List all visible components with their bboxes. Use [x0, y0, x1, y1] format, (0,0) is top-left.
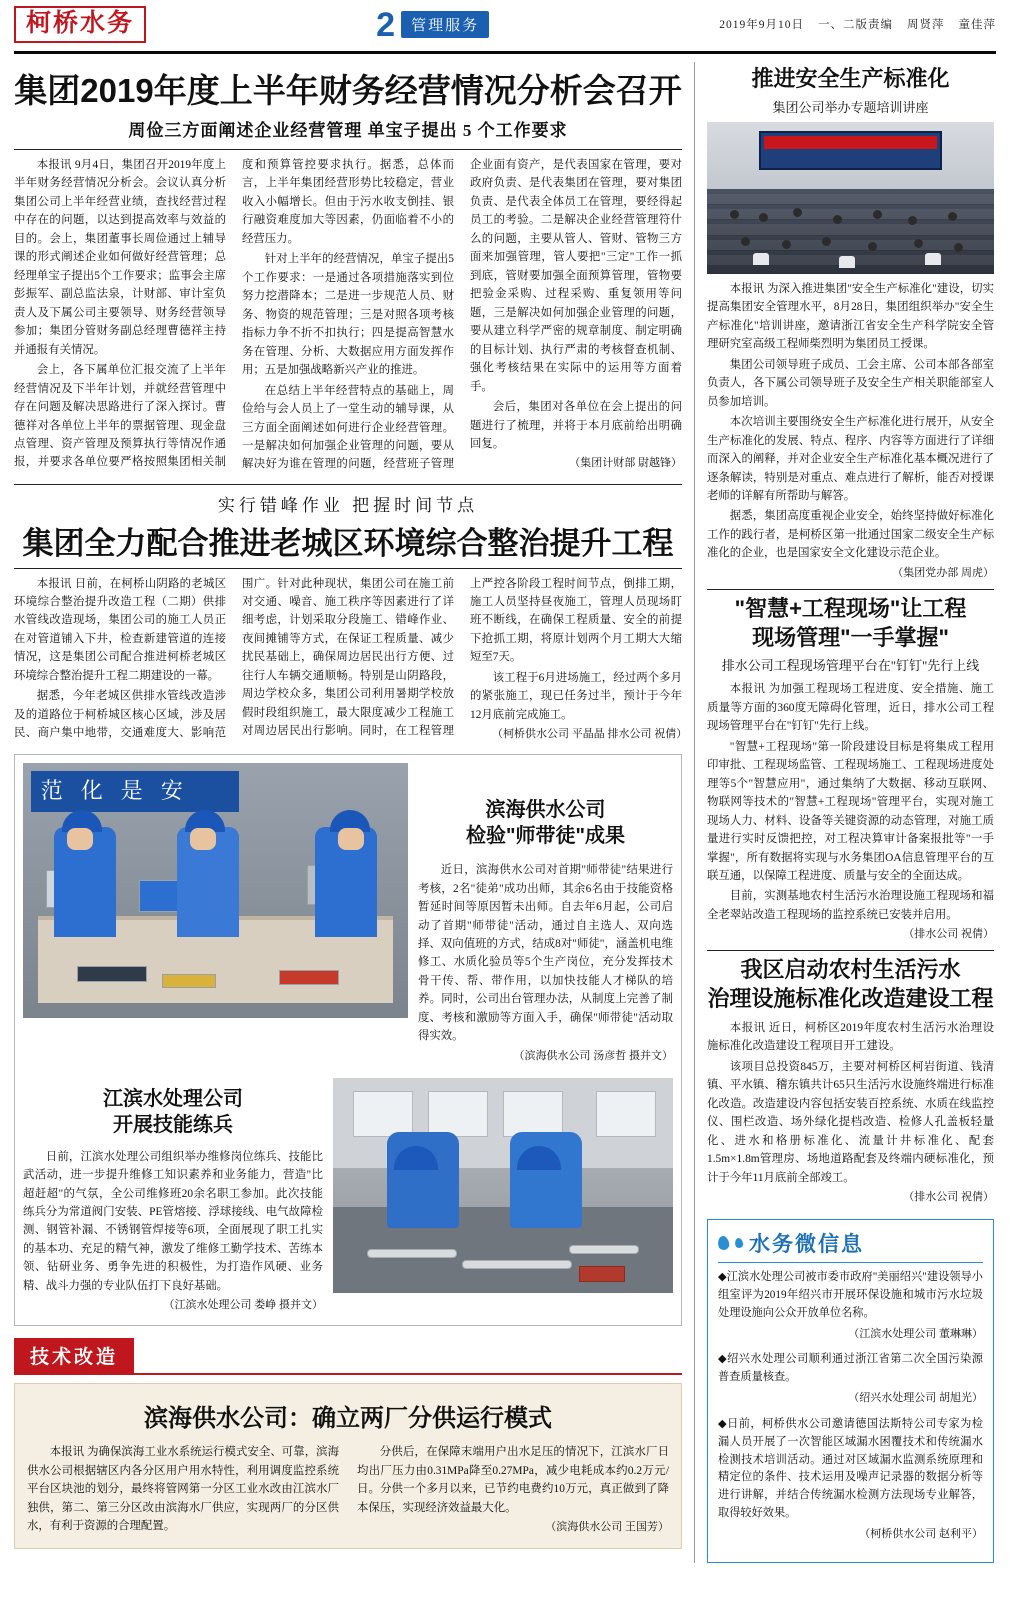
wechat-item — [718, 1269, 983, 1343]
wechat-item-byline: （绍兴水处理公司 胡旭光） — [848, 1392, 983, 1405]
water-drop-small-icon — [734, 1237, 744, 1248]
paragraph: 目前，实测基地农村生活污水治理设施工程现场和福全老翠站改造工程现场的监控系统已安装并启用。 — [707, 890, 994, 921]
masthead-center — [146, 5, 719, 44]
article-byline: （集团计财部 尉越锋） — [569, 457, 682, 470]
water-drop-icon — [717, 1235, 730, 1251]
wechat-info-box — [707, 1219, 994, 1563]
article-byline: （集团党办部 周虎） — [892, 566, 994, 579]
safety-article-body — [707, 280, 994, 583]
feature-bottom-row — [23, 1078, 673, 1318]
wechat-item — [718, 1351, 983, 1407]
lead-headline: 集团2019年度上半年财务经营情况分析会召开 — [14, 72, 682, 109]
tech-section-header — [14, 1338, 682, 1375]
wechat-item-byline: （柯桥供水公司 赵利平） — [859, 1528, 983, 1541]
paragraph: 本报讯 为加强工程现场工程进度、安全措施、施工质量等方面的360度无障碍化管理，近日，排水公司工程现场管理平台在"钉钉"先行上线。 — [707, 683, 994, 733]
tech-section-box — [14, 1383, 682, 1549]
feature-title-line2: 检验"师带徒"成果 — [466, 825, 625, 848]
tech-headline: 滨海供水公司：确立两厂分供运行模式 — [144, 1405, 552, 1433]
article-byline: （排水公司 祝倩） — [903, 1191, 994, 1204]
feature-top-row — [23, 763, 673, 1068]
paragraph: 会上，各下属单位汇报交流了上半年经营情况及下半年计划，并就经营管理中存在问题及解决思路进行了深入探讨。曹德祥对各单位上半年的票据管理、现金盘点管理、资产管理及预算执行等情况作通报，并要求各单位要严格按照集团相关制度和预算管控要求执行。据悉，总体而言，上半年集团经营形势比较稳定，营业收入小幅增长。但由于污水收支倒挂、银行融资难度加大等因素，仍面临着不小的经营压力。 — [14, 158, 454, 469]
smart-site-headline-line1: "智慧+工程现场"让工程 — [734, 595, 967, 621]
paragraph: 本次培训主要围绕安全生产标准化进行展开，从安全生产标准化的发展、特点、程序、内容等方面进行了详细而深入的阐释，并对企业安全生产标准化基本概况进行了逐条解读，特别是对重点、难点进行了解析，能否对授课老师的详解有所帮助与解答。 — [707, 416, 994, 502]
feature-title-line1: 滨海供水公司 — [485, 799, 606, 822]
wechat-item-text: ◆日前，柯桥供水公司邀请德国法斯特公司专家为检漏人员开展了一次智能区域漏水困覆技术和传统漏水检测技术培训活动。通过对区域漏水监测系统原理和精定位的条件、技术运用及噪声记录器的数据分析等进行讲解，并结合传统漏水检测方法现场专业解答，取得较好效果。 — [718, 1417, 983, 1520]
divider — [14, 149, 682, 150]
paragraph: 本报讯 9月4日，集团召开2019年度上半年财务经营情况分析会。会议认真分析集团公司上半年经营业绩，查找经营过程中存在的问题，以达到提高效率与效益的目的。会上，集团董事长周俭通过上辅导课的形式阐述企业如何做好经营管理；总经理单宝子提出5个工作要求；监事会主席彭振军、副总监法泉，计财部、审计室负责人及下属公司主要领导、财务经营领导参加；集团分管财务副总经理曹德祥主持并通报有关情况。 — [14, 158, 226, 356]
article-byline: （滨海供水公司 王国芳） — [545, 1521, 669, 1534]
paragraph: 该项目总投资845万，主要对柯桥区柯岩街道、钱清镇、平水镇、稽东镇共计65只生活污水设施终端进行标准化改造。改造建设内容包括安装百控系统、水质在线监控仪、围栏改造、场外绿化提档改造、检修人孔盖板轻量化、进水和格册标准化、流量计井标准化、配套1.5m×1.8m管理房、场地道路配套及终端内硬标准化，预计于今年11月底前全部竣工。 — [707, 1060, 994, 1184]
paragraph: 本报讯 近日，柯桥区2019年度农村生活污水治理设施标准化改造建设工程项目开工建设。 — [707, 1021, 994, 1053]
page-columns — [14, 62, 996, 1563]
editor-label: 一、二版责编 — [818, 18, 893, 31]
wechat-item-text: ◆江滨水处理公司被市委市政府"美丽绍兴"建设领导小组室评为2019年绍兴市开展环保设施和城市污水垃圾处理设施向公众开放单位名称。 — [718, 1270, 983, 1319]
smart-site-body — [707, 680, 994, 944]
editor-name-2: 童佳萍 — [958, 18, 996, 31]
paragraph: 本报讯 为深入推进集团"安全生产标准化"建设，切实提高集团安全管理水平，8月28日，集团组织举办"安全生产标准化"培训讲座，邀请浙江省安全生产科学院安全管理研究室高级工程师柴烈明为集团员工授课。 — [707, 282, 994, 351]
issue-date: 2019年9月10日 — [719, 18, 804, 31]
wechat-item — [718, 1416, 983, 1544]
pipe-training-photo — [333, 1078, 673, 1293]
smart-site-subheadline: 排水公司工程现场管理平台在"钉钉"先行上线 — [721, 658, 980, 674]
paragraph: 近日，滨海供水公司对首期"师带徒"结果进行考核，2名"徒弟"成功出师，其余6名由于技能资格暂延时间等原因暂未出师。自去年6月起，公司启动了首期"师带徒"活动，通过自主选人、双向选择、双向值班的方式，结成8对"师徒"，涵盖机电维修工、水质化验员等5个生产岗位，充分发挥技术骨干传、帮、带作用，以加快技能人才梯队的培养。同时，公司出台管理办法，从制度上完善了制度、考核和激励等方面入手，确保"师带徒"活动取得实效。 — [418, 864, 673, 1043]
wechat-item-text: ◆绍兴水处理公司顺利通过浙江省第二次全国污染源普查质量核查。 — [718, 1353, 983, 1384]
lead-subheadline: 周俭三方面阐述企业经营管理 单宝子提出 5 个工作要求 — [128, 120, 568, 140]
article-byline: （排水公司 祝倩） — [903, 928, 994, 941]
paragraph: "智慧+工程现场"第一阶段建设目标是将集成工程用印审批、工程现场监管、工程现场施工、工程现场进度处理等5个"智慧应用"，通过集纳了大数据、移动互联网、物联网等技术的"智慧+工程现场"管理平台，实现对施工现场人力、材料、设备等关键资源的动态管理，对施工质量进行实时反馈把控，对工程决算审计备案报批等"一手掌握"，所有数据将实现与水务集团OA信息管理平台的互联互通，以保障工程进度、质量与安全的全面达成。 — [707, 740, 994, 883]
tech-body — [27, 1443, 669, 1538]
rural-sewage-headline-line2: 治理设施标准化改造建设工程 — [707, 986, 994, 1012]
second-article-body — [14, 575, 688, 745]
divider — [707, 589, 994, 590]
left-column — [14, 62, 688, 1563]
publication-logo: 柯桥水务 — [14, 6, 146, 43]
feature-body — [418, 861, 673, 1066]
paragraph: 会后，集团对各单位在会上提出的问题进行了梳理，并将于本月底前给出明确回复。 — [470, 401, 682, 450]
editor-name-1: 周贤萍 — [907, 18, 945, 31]
paragraph: 针对上半年的经营情况，单宝子提出5个工作要求：一是通过各项措施落实到位努力挖潜降本；二是进一步规范人员、财务、物资的规范管理；三是对照各项考核指标力争不折不扣执行；四是提高智慧水务在管理、分析、大数据应用方面发挥作用；五是加强战略新兴产业的推进。 — [242, 253, 454, 377]
safety-subheadline: 集团公司举办专题培训讲座 — [772, 99, 929, 115]
smart-site-headline-line2: 现场管理"一手掌握" — [752, 624, 949, 650]
divider — [14, 484, 682, 485]
wechat-box-title: 水务微信息 — [749, 1232, 864, 1256]
article-byline: （滨海供水公司 汤彦哲 摄并文） — [513, 1049, 673, 1062]
divider — [707, 950, 994, 951]
paragraph: 该工程于6月进场施工，经过两个多月的紧张施工，现已任务过半，预计于今年12月底前完成施工。 — [470, 671, 682, 721]
safety-headline: 推进安全生产标准化 — [751, 66, 950, 91]
paragraph: 日前，江滨水处理公司组织举办维修岗位练兵、技能比武活动，进一步提升维修工知识素养和业务能力，营造"比超赶超"的气氛，全公司维修班20余名职工参加。此次技能练兵分为常道阀门安装、PE管熔接、浮球接线、电气故障检测、钢管补漏、不锈钢管焊接等6项，全面展现了职工扎实的基本功、充足的精气神，激发了维修工勤学技术、苦练本领、钻研业务、勇争先进的积极性，为打造作风硬、业务精、战斗力强的专业队伍打下良好基础。 — [23, 1150, 323, 1292]
subfeature-body — [23, 1148, 323, 1316]
subfeature-title-line2: 开展技能练兵 — [113, 1113, 233, 1136]
inspection-bench-photo — [23, 763, 408, 1018]
wechat-item-byline: （江滨水处理公司 董琳琳） — [848, 1327, 983, 1340]
subfeature-title-line1: 江滨水处理公司 — [103, 1087, 243, 1110]
second-article-kicker: 实行错峰作业 把握时间节点 — [217, 495, 479, 515]
paragraph: 据悉，今年老城区供排水管线改造涉及的道路位于柯桥城区核心区域，涉及居民、商户集中地带，交通难度大、影响范围广。针对此种现状，集团公司在施工前对交通、噪音、施工秩序等因素进行了详细考虑，计划采取分段施工、错峰作业、夜间摊铺等方式，在保证工程质量、减少扰民基础上，确保周边居民出行方便、过往行人车辆交通顺畅。特别是山阴路段，周边学校众多，集团公司利用暑期学校放假时段组织施工，最大限度减少工程施工对周边居民出行影响。同时，在工程管理上严控各阶段工程时间节点，倒排工期，施工人员坚持昼夜施工，管理人员现场盯班不断线，在确保工程质量、安全的前提下抢抓工期，将原计划两个月工期大大缩短至7天。 — [14, 577, 682, 740]
wechat-box-header — [718, 1228, 983, 1263]
photo-banner: 范化是安 — [31, 771, 239, 812]
paragraph: 本报讯 日前，在柯桥山阴路的老城区环境综合整治提升改造工程（二期）供排水管线改造现场，集团公司的施工人员正在对管道铺入下井，检查新建管道的连接情况，这是集团公司配合推进柯桥老城区环境综合整治提升工程二期建设的一幕。 — [14, 577, 226, 682]
safety-training-photo — [707, 122, 994, 274]
tech-section-tag: 技术改造 — [14, 1338, 134, 1373]
paragraph: 本报讯 为确保滨海工业水系统运行模式安全、可靠，滨海供水公司根据辖区内各分区用户用水特性，利用调度监控系统平台区块池的划分，最终将管网第一分区工业水改由江滨水厂独供，第二、第三分区改由滨海水厂供应，实现两厂的分区供水，有利于资源的合理配置。 — [27, 1446, 339, 1533]
rural-sewage-headline-line1: 我区启动农村生活污水 — [740, 957, 961, 983]
paragraph: 分供后，在保障末端用户出水足压的情况下，江滨水厂日均出厂压力由0.31MPa降至0.27MPa，减少电耗成本约0.2万元/日。分供一个多月以来，已节约电费约10万元，真正做到了降本保压，实现经济效益最大化。 — [357, 1446, 669, 1514]
paragraph: 在总结上半年经营特点的基础上，周俭给与会人员上了一堂生动的辅导课，从三方面全面阐述如何进行企业经营管理。一是解决如何加强企业管理的问题，要从解决好为谁在管理的问题，经营班子管理企业面有资产，是代表国家在管理，要对政府负责、是代表集团在管理，要对集团负责、是代表全体员工在管理，要经得起员工的考验。二是解决企业经营管理符什么的问题，主要从管人、管财、管物三方面来加强管理，管人要把"三定"工作一抓到底，管财要加强全面预算管理，管物要把验金采购、过程采购、重复领用等问题，三是解决如何加强企业管理的问题，要从建立科学严密的规章制度、制定明确的目标计划、执行严肃的考核督查机制、强化考核结果在实际中的运用等方面着手。 — [242, 158, 682, 471]
lead-article-body — [14, 156, 682, 474]
right-column — [694, 62, 994, 1563]
article-byline: （江滨水处理公司 娄峥 摄并文） — [163, 1299, 323, 1312]
rural-sewage-body — [707, 1019, 994, 1207]
article-byline: （柯桥供水公司 平晶晶 排水公司 祝倩） — [492, 728, 688, 741]
second-article-headline: 集团全力配合推进老城区环境综合整治提升工程 — [22, 525, 674, 561]
masthead — [14, 0, 996, 54]
section-tag: 管理服务 — [401, 11, 489, 38]
photo-feature-block — [14, 754, 682, 1326]
page-number: 2 — [376, 5, 396, 44]
paragraph: 据悉，集团高度重视企业安全，始终坚持做好标准化工作的践行者，是柯桥区第一批通过国家二级安全生产标准化的企业，也是国家安全文化建设示范企业。 — [707, 510, 994, 560]
divider — [14, 568, 682, 569]
paragraph: 集团公司领导班子成员、工会主席、公司本部各部室负责人，各下属公司领导班子及安全生产相关职能部室人员参加培训。 — [707, 358, 994, 408]
masthead-meta — [719, 16, 996, 34]
